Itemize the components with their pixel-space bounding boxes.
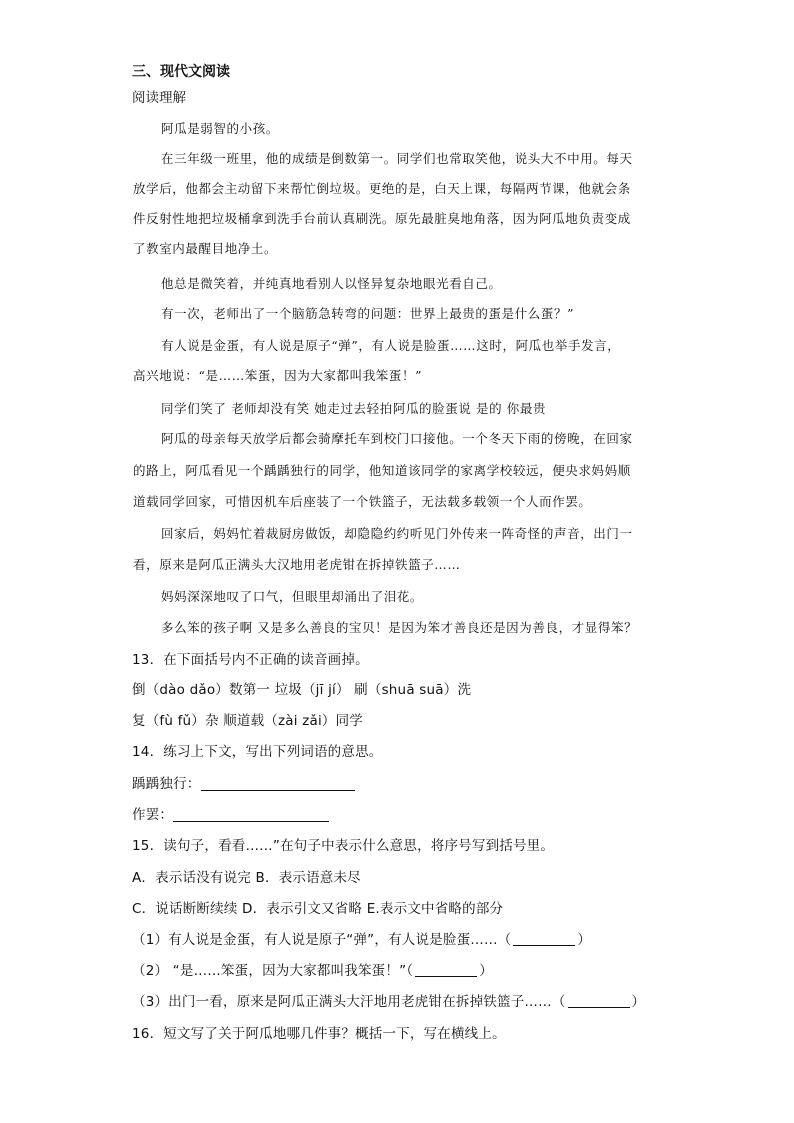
- sentence-item: [132, 962, 493, 980]
- answer-label: 作罢：: [132, 807, 174, 823]
- answer-label: 踽踽独行：: [132, 776, 201, 792]
- story-line: 同学们笑了 老师却没有笑 她走过去轻拍阿瓜的脸蛋说 是的 你最贵: [161, 401, 547, 416]
- story-line: 看，原来是阿瓜正满头大汉地用老虎钳在拆掉铁篮子……: [133, 557, 461, 572]
- story-line: 回家后，妈妈忙着裁厨房做饭，却隐隐约约听见门外传来一阵奇怪的声音，出门一: [161, 526, 633, 541]
- answer-item: [132, 775, 355, 793]
- story-line: 放学后，他都会主动留下来帮忙倒垃圾。更绝的是，白天上课，每隔两节课，他就会条: [133, 181, 631, 196]
- sentence-item: [132, 993, 645, 1011]
- story-line: 件反射性地把垃圾桶拿到洗手台前认真刷洗。原先最脏臭地角落，因为阿瓜地负责变成: [133, 211, 631, 226]
- story-line: 道载同学回家，可惜因机车后座装了一个铁篮子，无法载多载领一个人而作罢。: [133, 494, 592, 509]
- story-line: 了教室内最醒目地净土。: [133, 241, 278, 256]
- answer-blank[interactable]: [513, 932, 575, 946]
- answer-blank[interactable]: [201, 776, 355, 791]
- story-line: 的路上，阿瓜看见一个踽踽独行的同学，他知道该同学的家离学校较远，便央求妈妈顺: [133, 463, 631, 478]
- close-paren: ）: [631, 994, 646, 1010]
- close-paren: ）: [577, 932, 592, 948]
- pinyin-line: 复（fù fǔ）杂 顺道载（zài zǎi）同学: [132, 713, 364, 729]
- question-stem: 13．在下面括号内不正确的读音画掉。: [132, 652, 369, 668]
- answer-blank[interactable]: [568, 994, 630, 1008]
- sentence-item: [132, 931, 591, 949]
- story-line: 多么笨的孩子啊 又是多么善良的宝贝！是因为笨才善良还是因为善良，才显得笨？: [161, 620, 638, 635]
- question-stem: 16．短文写了关于阿瓜地哪几件事？概括一下，写在横线上。: [132, 1026, 506, 1042]
- question-stem: 15．读句子，看看……”在句子中表示什么意思，将序号写到括号里。: [132, 838, 555, 854]
- story-line: 在三年级一班里，他的成绩是倒数第一。同学们也常取笑他，说头大不中用。每天: [161, 151, 633, 166]
- story-line: 妈妈深深地叹了口气，但眼里却涌出了泪花。: [161, 589, 424, 604]
- story-line: 有一次，老师出了一个脑筋急转弯的问题：世界上最贵的蛋是什么蛋？”: [161, 306, 575, 321]
- answer-item: [132, 806, 329, 824]
- story-line: 他总是微笑着，并纯真地看别人以怪异复杂地眼光看自己。: [161, 276, 502, 291]
- story-line: 有人说是金蛋，有人说是原子“弹”，有人说是脸蛋……这时，阿瓜也举手发言，: [161, 338, 621, 353]
- sentence-text: （3）出门一看，原来是阿瓜正满头大汗地用老虎钳在拆掉铁篮子……（: [132, 994, 566, 1010]
- close-paren: ）: [479, 963, 493, 979]
- section-subtitle: 阅读理解: [132, 90, 186, 106]
- option-line: A．表示话没有说完 B．表示语意未尽: [132, 870, 361, 886]
- pinyin-line: 倒（dào dǎo）数第一 垃圾（jī jí） 刷（shuā suā）洗: [132, 682, 472, 698]
- story-line: 阿瓜是弱智的小孩。: [161, 121, 279, 136]
- sentence-text: （1）有人说是金蛋，有人说是原子“弹”，有人说是脸蛋……（: [132, 932, 512, 948]
- sentence-text: （2） “是……笨蛋，因为大家都叫我笨蛋！”（: [132, 963, 414, 979]
- story-line: 阿瓜的母亲每天放学后都会骑摩托车到校门口接他。一个冬天下雨的傍晚，在回家: [161, 431, 633, 446]
- question-stem: 14．练习上下文，写出下列词语的意思。: [132, 744, 383, 760]
- story-line: 高兴地说：“是……笨蛋，因为大家都叫我笨蛋！”: [133, 368, 423, 383]
- answer-blank[interactable]: [415, 963, 477, 977]
- section-title: 三、现代文阅读: [132, 64, 230, 80]
- option-line: C．说话断断续续 D．表示引文又省略 E.表示文中省略的部分: [132, 901, 504, 917]
- answer-blank[interactable]: [173, 807, 329, 822]
